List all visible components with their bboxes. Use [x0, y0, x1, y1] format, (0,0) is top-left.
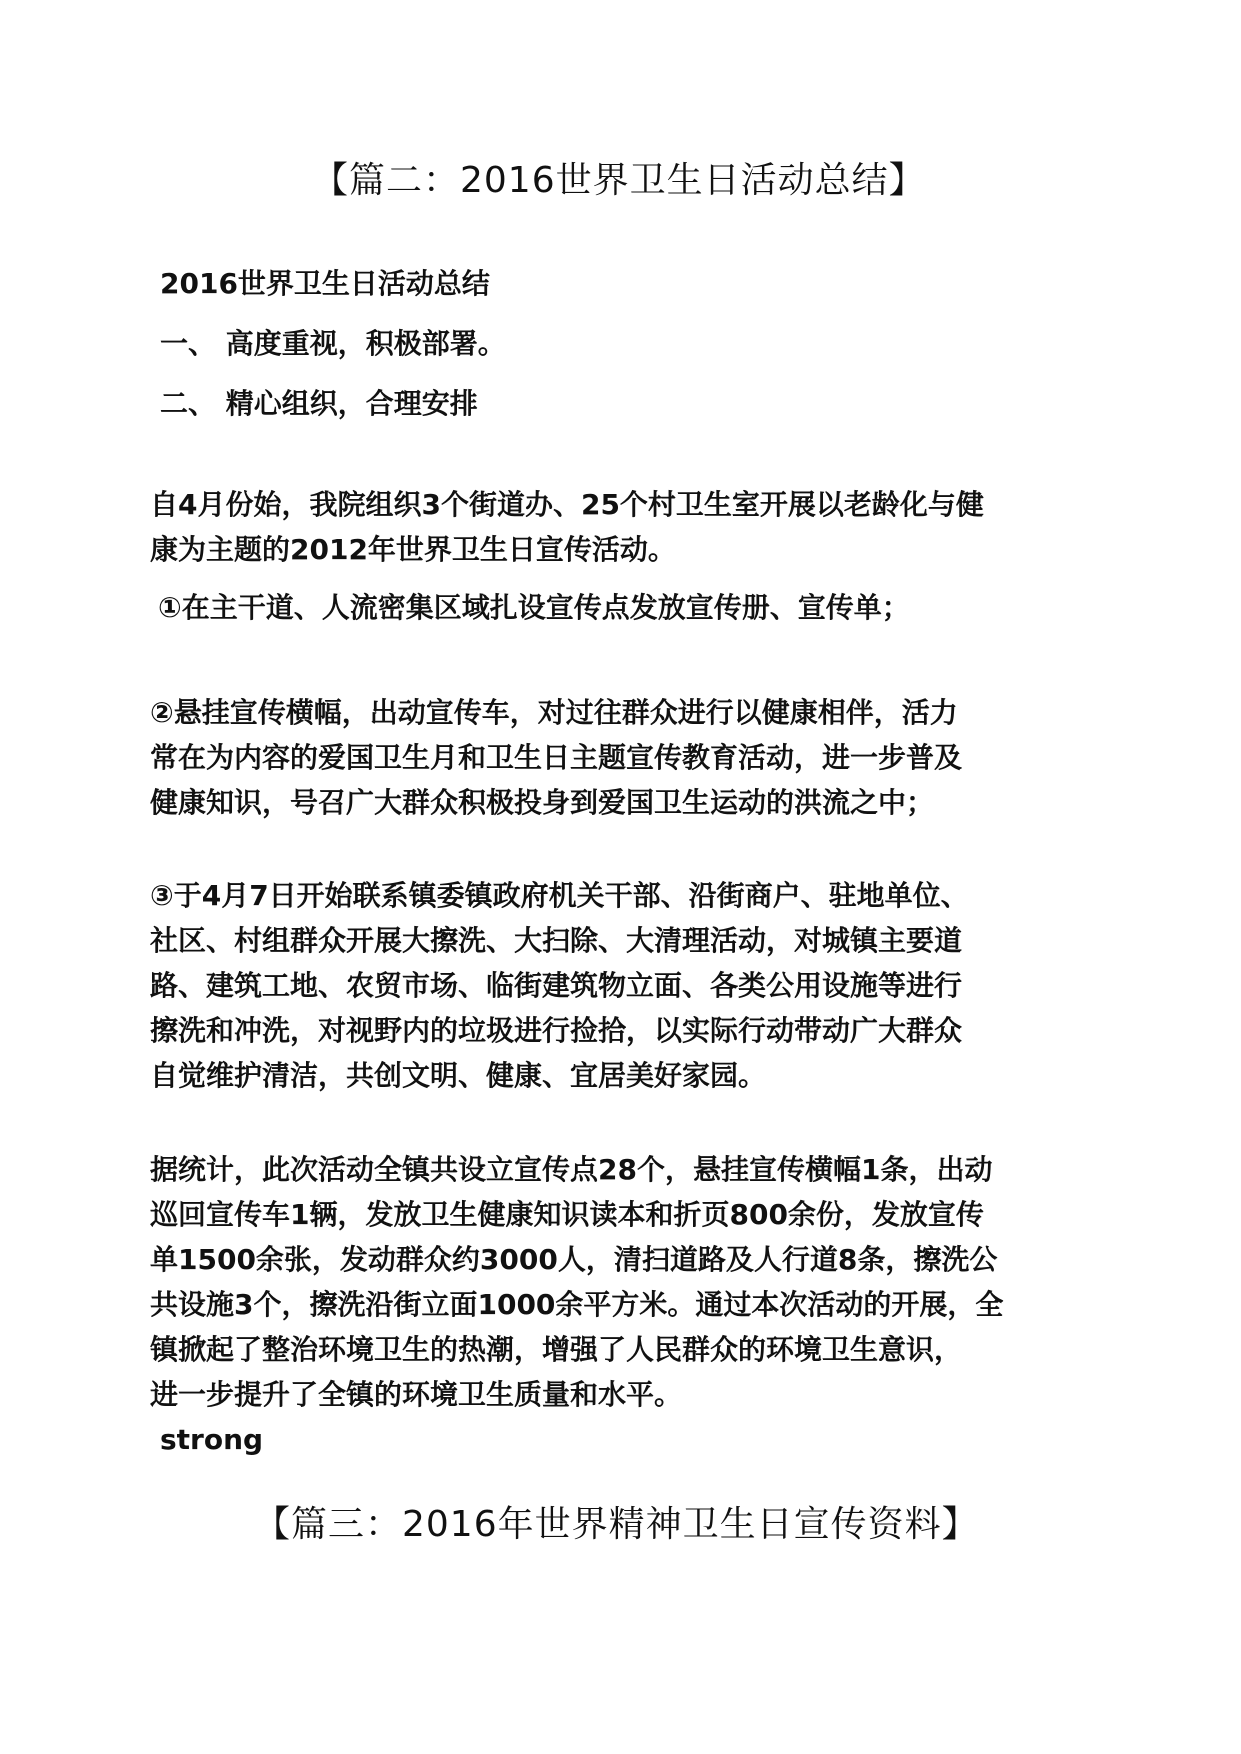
list-item-3: [150, 873, 1090, 1098]
heading-2: 二、 精心组织，合理安排: [160, 387, 478, 420]
paragraph-line: 镇掀起了整治环境卫生的热潮，增强了人民群众的环境卫生意识，: [150, 1333, 963, 1366]
paragraph-line: 自觉维护清洁，共创文明、健康、宜居美好家园。: [150, 1059, 767, 1092]
doc-subtitle: 2016世界卫生日活动总结: [160, 267, 490, 300]
paragraph-line: 自4月份始，我院组织3个街道办、25个村卫生室开展以老龄化与健: [150, 488, 984, 521]
section-title-3: 【篇三：2016年世界精神卫生日宣传资料】: [254, 1504, 979, 1545]
paragraph-line: 共设施3个，擦洗沿街立面1000余平方米。通过本次活动的开展，全: [150, 1288, 1004, 1321]
paragraph-line: 常在为内容的爱国卫生月和卫生日主题宣传教育活动，进一步普及: [150, 741, 963, 774]
paragraph-line: 巡回宣传车1辆，发放卫生健康知识读本和折页800余份，发放宣传: [150, 1198, 984, 1231]
paragraph-line: 康为主题的2012年世界卫生日宣传活动。: [150, 533, 676, 566]
paragraph-line: ①在主干道、人流密集区域扎设宣传点发放宣传册、宣传单；: [158, 591, 910, 624]
section-title-2: 【篇二：2016世界卫生日活动总结】: [312, 160, 926, 201]
paragraph-line: ③于4月7日开始联系镇委镇政府机关干部、沿街商户、驻地单位、: [150, 879, 969, 912]
paragraph-line: 健康知识，号召广大群众积极投身到爱国卫生运动的洪流之中；: [150, 786, 935, 819]
paragraph-2: [150, 1147, 1090, 1417]
paragraph-line: 据统计，此次活动全镇共设立宣传点28个，悬挂宣传横幅1条，出动: [150, 1153, 993, 1186]
paragraph-line: 社区、村组群众开展大擦洗、大扫除、大清理活动，对城镇主要道: [150, 924, 963, 957]
paragraph-line: 进一步提升了全镇的环境卫生质量和水平。: [150, 1378, 683, 1411]
heading-1: 一、 高度重视，积极部署。: [160, 327, 506, 360]
paragraph-line: 路、建筑工地、农贸市场、临街建筑物立面、各类公用设施等进行: [150, 969, 963, 1002]
list-item-2: [150, 690, 1090, 825]
paragraph-line: ②悬挂宣传横幅，出动宣传车，对过往群众进行以健康相伴，活力: [150, 696, 958, 729]
paragraph-1: [150, 482, 1090, 572]
stray-tag-text: strong: [160, 1423, 264, 1456]
paragraph-line: 擦洗和冲洗，对视野内的垃圾进行捡拾，以实际行动带动广大群众: [150, 1014, 963, 1047]
list-item-1: [158, 585, 1098, 630]
paragraph-line: 单1500余张，发动群众约3000人，清扫道路及人行道8条，擦洗公: [150, 1243, 998, 1276]
